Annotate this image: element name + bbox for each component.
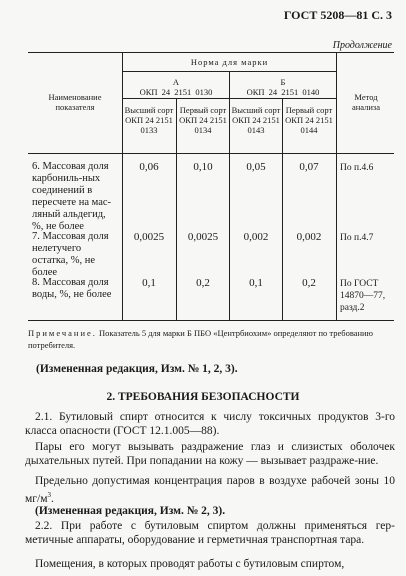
section-title: 2. ТРЕБОВАНИЯ БЕЗОПАСНОСТИ — [106, 391, 300, 403]
sub-header-a-first: Первый сорт ОКП 24 2151 0134 — [179, 105, 227, 135]
sub-header-b-higher: Высший сорт ОКП 24 2151 0143 — [231, 105, 281, 135]
mark-b-label: Б — [280, 77, 286, 87]
table-header-bottom — [28, 153, 394, 154]
paragraph-concentration — [25, 474, 395, 506]
table-top-border — [28, 52, 394, 53]
table-row-8-method: По ГОСТ 14870—77, разд.2 — [340, 279, 386, 313]
concentration-unit-exponent: 3 — [47, 491, 51, 499]
table-row-8-value-2: 0,2 — [196, 277, 210, 289]
paragraph-2-1: 2.1. Бутиловый спирт относится к числу токсичных продуктов 3-го класса опасности (ГОСТ 12.1.005—88). — [25, 411, 395, 437]
table-note — [28, 327, 394, 351]
col-header-indicator: Наименование показателя — [48, 92, 102, 112]
table-row-6-value-4: 0,07 — [299, 161, 319, 173]
table-bottom-border — [28, 320, 394, 321]
table-row-6-value-2: 0,10 — [193, 161, 213, 173]
mark-a-label: А — [172, 77, 180, 87]
note-label: Примечание. — [28, 328, 97, 338]
table-row-8-value-3: 0,1 — [249, 277, 263, 289]
col-header-method: Метод анализа — [351, 92, 381, 112]
table-row-8-name: 8. Массовая доля воды, %, не более — [32, 277, 112, 300]
concentration-text: Предельно допустимая концентрация паров в воздухе рабочей зоны 10 мг/м — [25, 475, 395, 505]
mark-b-okp: ОКП 24 2151 0140 — [246, 87, 320, 97]
table-row-7-name: 7. Массовая доля нелетучего остатка, %, не более — [32, 231, 109, 278]
table-row-8-value-1: 0,1 — [142, 277, 156, 289]
table-row-8-value-4: 0,2 — [302, 277, 316, 289]
sub-header-a-higher: Высший сорт ОКП 24 2151 0133 — [124, 105, 174, 135]
table-row-7-value-4: 0,002 — [296, 231, 322, 243]
paragraph-premises: Помещения, в которых проводят работы с бутиловым спиртом, — [35, 558, 345, 570]
note-text: Показатель 5 для марки Б ПБО «Центрбиохим» определяют по требованию потребителя. — [28, 328, 373, 350]
table-row-6-method: По п.4.6 — [340, 163, 374, 173]
table-row-7-value-2: 0,0025 — [187, 231, 219, 243]
col-header-norm: Норма для марки — [190, 57, 269, 67]
sub-header-b-first: Первый сорт ОКП 24 2151 0144 — [285, 105, 333, 135]
table-row-6-name: 6. Массовая доля карбониль-ных соединений в пересчете на мас-ляный альдегид, %, не более — [32, 161, 112, 232]
table-row-7-value-1: 0,0025 — [133, 231, 165, 243]
table-row-6-value-1: 0,06 — [139, 161, 159, 173]
table-row-7-value-3: 0,002 — [243, 231, 269, 243]
concentration-end: . — [50, 492, 54, 505]
amendment-note-1: (Измененная редакция, Изм. № 1, 2, 3). — [36, 363, 238, 375]
amendment-note-2: (Измененная редакция, Изм. № 2, 3). — [35, 505, 226, 517]
paragraph-vapors: Пары его могут вызывать раздражение глаз и слизистых оболочек дыхательных путей. При попадании на кожу — вызывает раздраже-ние. — [25, 441, 395, 467]
table-row-7-method: По п.4.7 — [340, 233, 374, 243]
table-row-6-value-3: 0,05 — [246, 161, 266, 173]
paragraph-2-2: 2.2. При работе с бутиловым спиртом должны применяться гер-метичные аппараты, оборудование и герметичная транспортная тара. — [25, 520, 395, 546]
mark-a-okp: ОКП 24 2151 0130 — [139, 87, 213, 97]
doc-header: ГОСТ 5208—81 С. 3 — [283, 8, 392, 22]
continuation-label: Продолжение — [332, 40, 392, 51]
